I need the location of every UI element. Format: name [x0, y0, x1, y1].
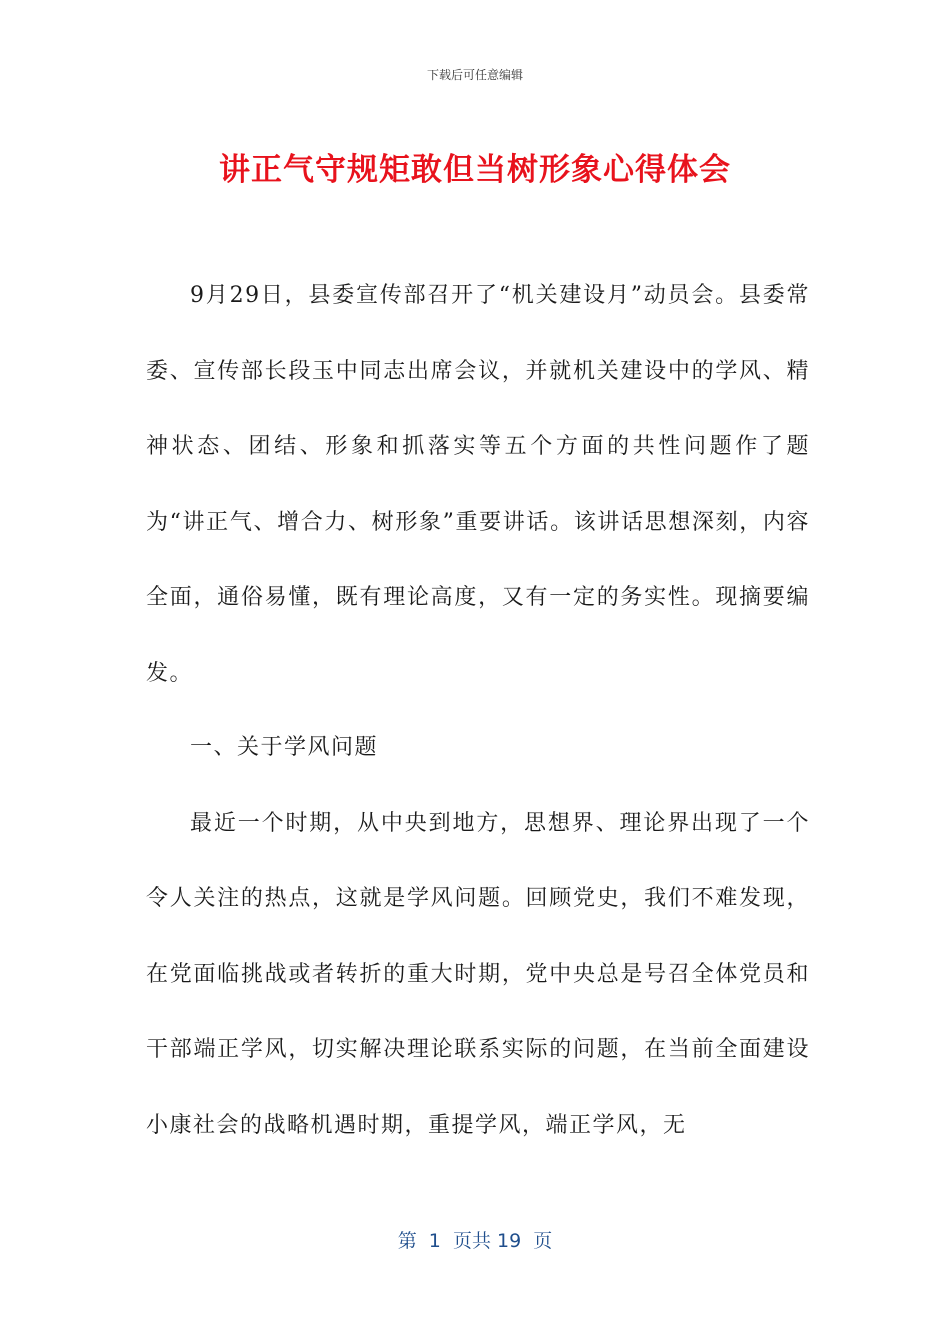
body-text-block-2 [146, 710, 810, 1163]
body-text-block [146, 258, 810, 711]
page-footer: 第 1 页共 19 页 [397, 1230, 553, 1252]
paragraph-intro: 9月29日，县委宣传部召开了“机关建设月”动员会。县委常委、宣传部长段玉中同志出席会议，并就机关建设中的学风、精神状态、团结、形象和抓落实等五个方面的共性问题作了题为“讲正气、增合力、树形象”重要讲话。该讲话思想深刻，内容全面，通俗易懂，既有理论高度，又有一定的务实性。现摘要编发。 [146, 283, 810, 686]
document-title: 讲正气守规矩敢但当树形象心得体会 [219, 152, 731, 188]
paragraph-study-style: 最近一个时期，从中央到地方，思想界、理论界出现了一个令人关注的热点，这就是学风问题。回顾党史，我们不难发现，在党面临挑战或者转折的重大时期，党中央总是号召全体党员和干部端正学风，切实解决理论联系实际的问题，在当前全面建设小康社会的战略机遇时期，重提学风，端正学风，无 [146, 810, 810, 1138]
header-note: 下载后可任意编辑 [426, 68, 523, 82]
section-heading: 一、关于学风问题 [190, 735, 379, 760]
